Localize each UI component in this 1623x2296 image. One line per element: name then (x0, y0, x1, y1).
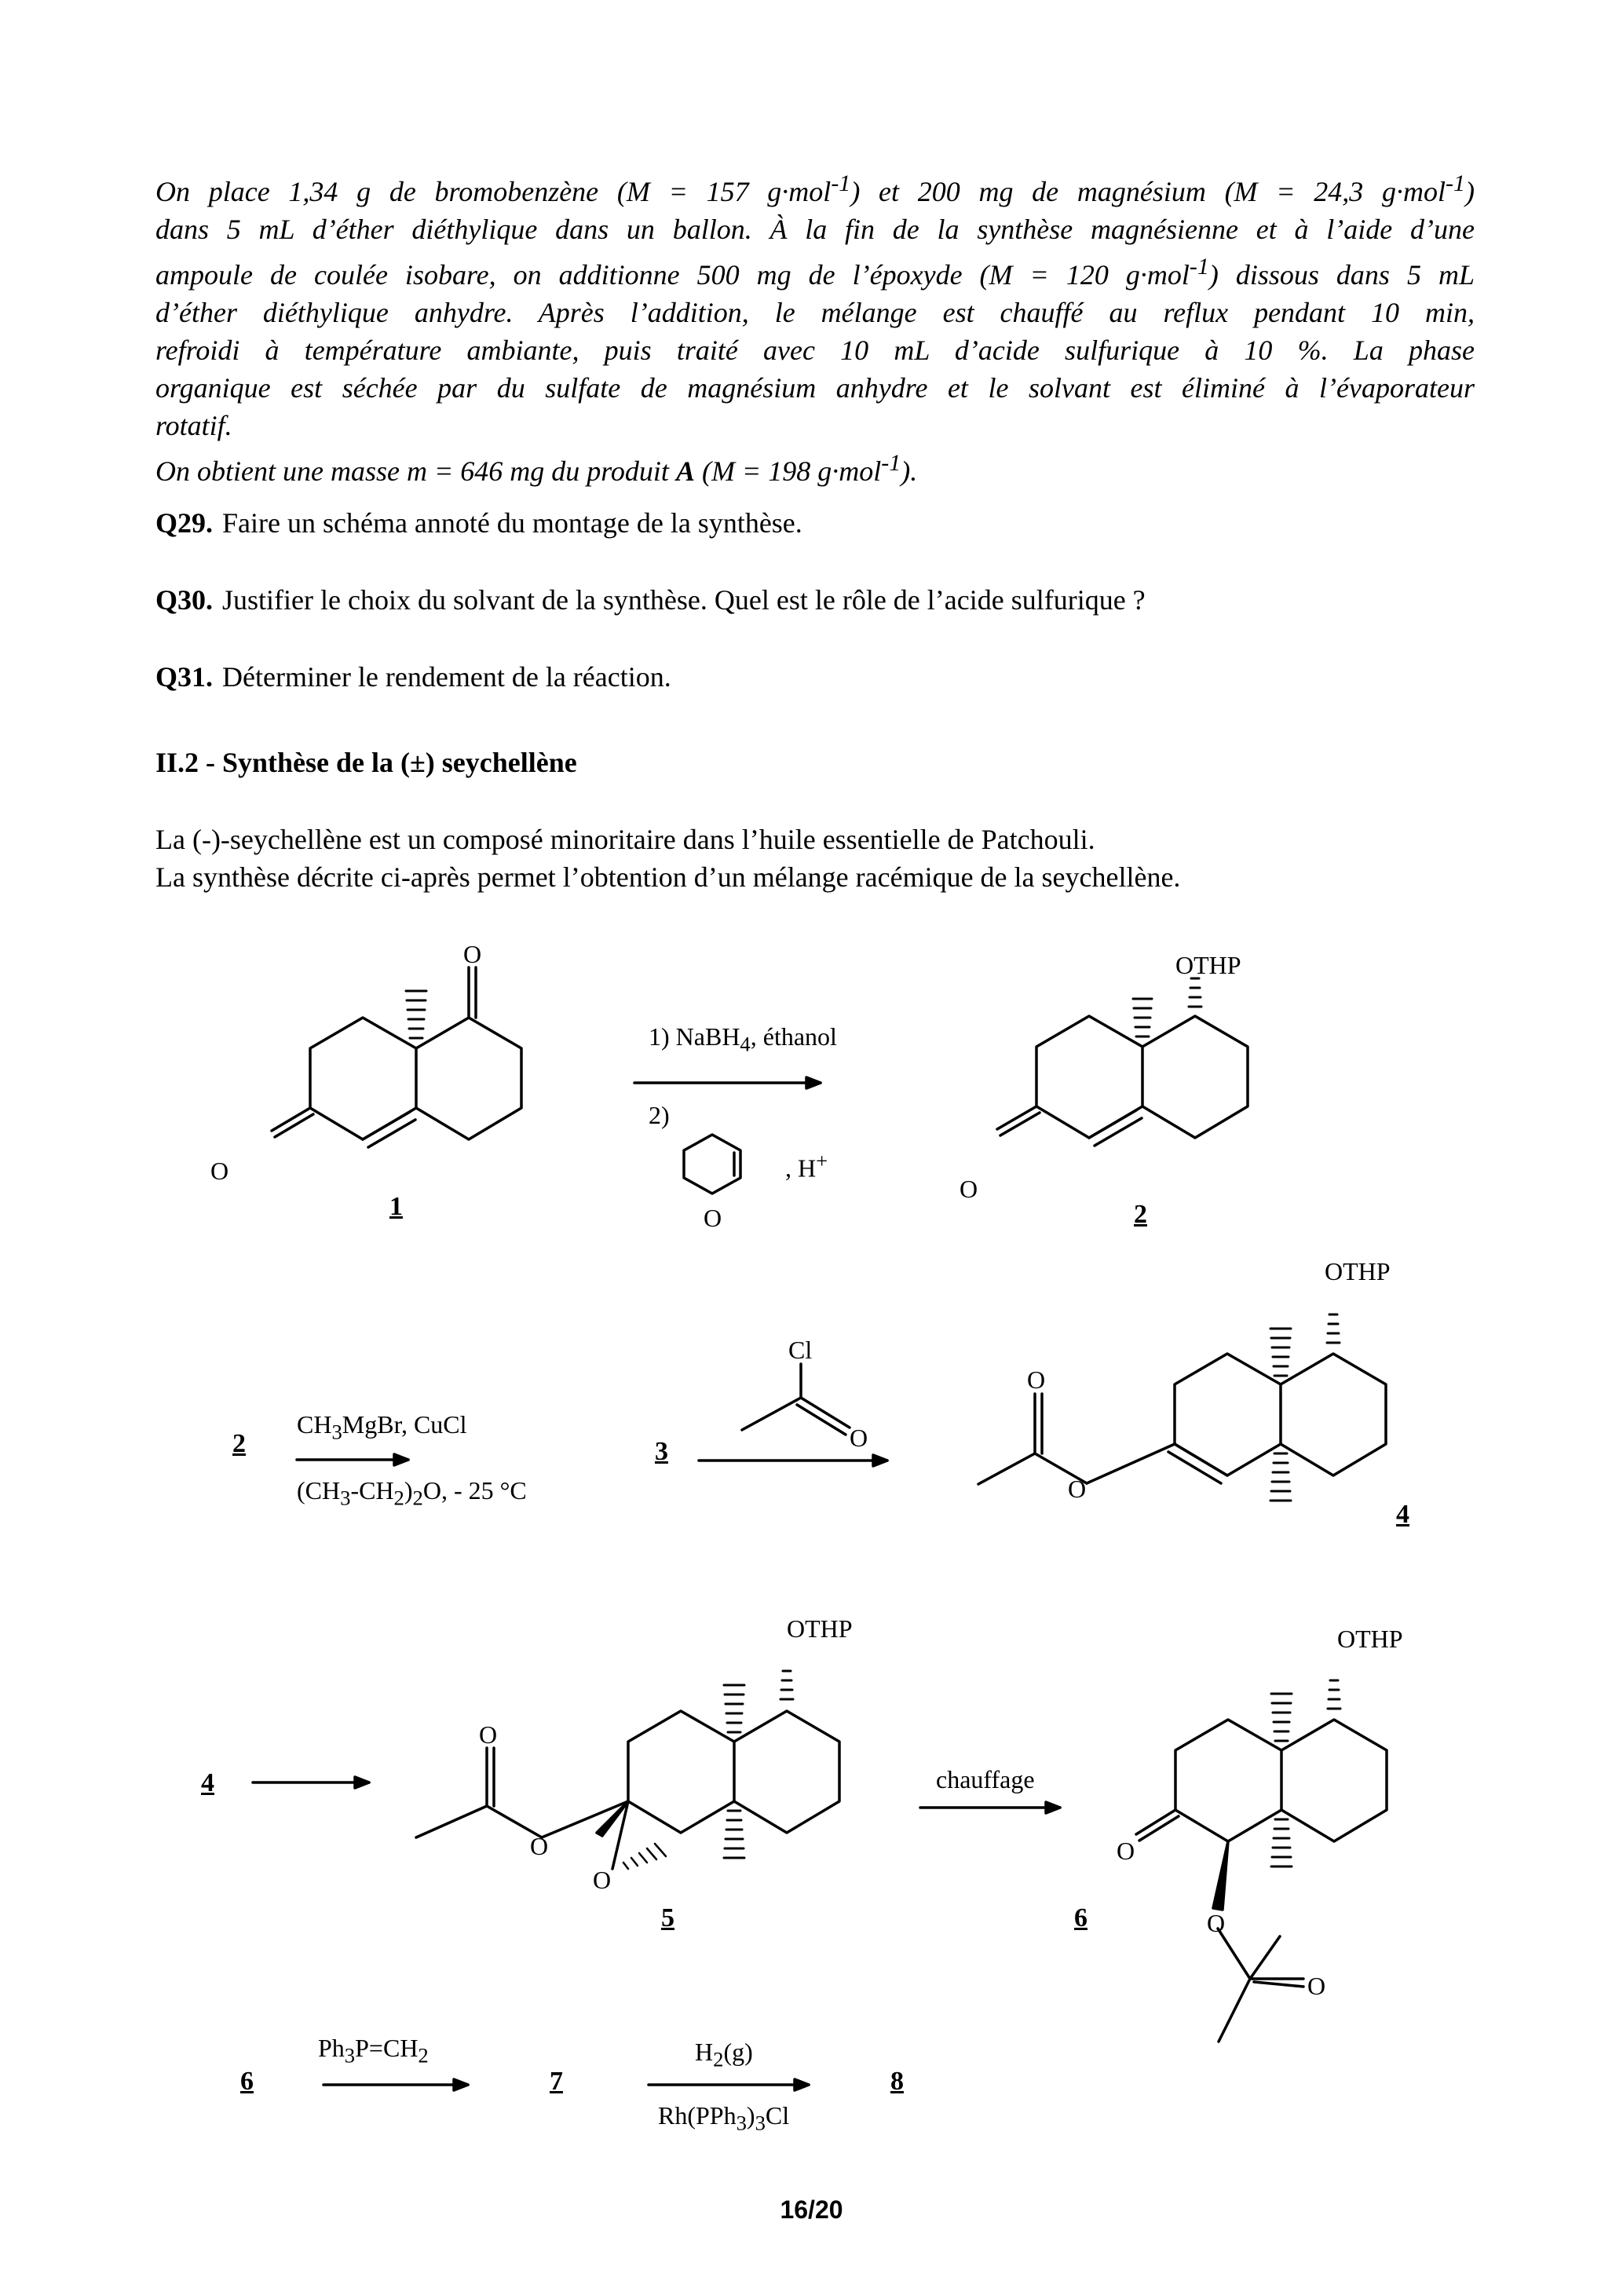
compound-number-5: 5 (661, 1903, 674, 1932)
structure-compound-4 (978, 1314, 1386, 1501)
compound-number-2: 2 (1134, 1200, 1147, 1229)
reagent-chauffage: chauffage (936, 1765, 1035, 1793)
compound-number-3: 3 (655, 1437, 668, 1466)
compound-number-6: 6 (240, 2067, 254, 2096)
section-title: II.2 - Synthèse de la (±) seychellène (155, 747, 577, 778)
intro-result: On obtient une masse m = 646 mg du produit A (M = 198 g·mol$^{-1}$). (155, 450, 918, 487)
reagent-step1-2: 2) (649, 1101, 670, 1129)
compound-number-7: 7 (550, 2067, 563, 2096)
intro-line-2: dans 5 mL d’éther diéthylique dans un ballon. À la fin de la synthèse magnésienne et à l’aide d’une (155, 214, 1475, 245)
atom-o: O (850, 1424, 868, 1452)
reagent-wilkinson: $Rh(PPh_3)_3Cl$ (658, 2101, 790, 2135)
atom-o: O (463, 940, 482, 968)
intro-line-4: d’éther diéthylique anhydre. Après l’addition, le mélange est chauffé au reflux pendant 10 min, (155, 297, 1475, 328)
atom-othp: OTHP (1325, 1257, 1391, 1285)
atom-o: O (1307, 1972, 1326, 2000)
compound-number-6: 6 (1074, 1903, 1087, 1932)
atom-o: O (1027, 1366, 1046, 1394)
atom-othp: OTHP (1175, 951, 1241, 979)
atom-o: O (960, 1175, 978, 1203)
atom-o: O (1207, 1909, 1226, 1937)
atom-o: O (593, 1866, 612, 1894)
structure-compound-2 (997, 978, 1248, 1146)
reagent-step1-1: 1) NaBH$_4$, éthanol (649, 1022, 837, 1056)
question-q29: Q29. Faire un schéma annoté du montage de la synthèse. (155, 507, 802, 539)
structure-compound-1 (272, 967, 521, 1147)
compound-number-8: 8 (890, 2067, 904, 2096)
structure-compound-6 (1136, 1680, 1387, 2042)
intro-line-3: ampoule de coulée isobare, on additionne 500 mg de l’époxyde (M = 120 g·mol$^{-1}$) dissous dans 5 mL (155, 254, 1475, 291)
intro-line-6: organique est séchée par du sulfate de magnésium anhydre et le solvant est éliminé à l’évaporateur (155, 372, 1475, 404)
acetyl-chloride-structure (742, 1364, 850, 1435)
structure-compound-5 (416, 1671, 839, 1869)
stereo-hash-1 (406, 991, 426, 1038)
atom-cl: Cl (788, 1336, 813, 1364)
intro-line-1: On place 1,34 g de bromobenzène (M = 157 g·mol$^{-1}$) et 200 mg de magnésium (M = 24,3 g·mol$^{-1}$) (155, 170, 1475, 207)
question-q31: Q31. Déterminer le rendement de la réaction. (155, 661, 671, 693)
reagent-step1-hplus: , H+ (785, 1149, 828, 1183)
question-q30: Q30. Justifier le choix du solvant de la synthèse. Quel est le rôle de l’acide sulfurique ? (155, 584, 1146, 616)
page-number: 16/20 (780, 2195, 843, 2224)
intro-line-7: rotatif. (155, 410, 232, 441)
compound-number-4: 4 (1396, 1500, 1409, 1529)
compound-number-1: 1 (389, 1192, 403, 1221)
dihydropyran-structure (684, 1135, 740, 1194)
atom-o: O (210, 1157, 229, 1185)
compound-number-4: 4 (201, 1768, 214, 1797)
atom-o: O (1068, 1475, 1087, 1503)
atom-o: O (530, 1832, 549, 1860)
intro-line-5: refroidi à température ambiante, puis traité avec 10 mL d’acide sulfurique à 10 %. La phase (155, 335, 1475, 366)
atom-o: O (1117, 1837, 1135, 1865)
atom-othp: OTHP (787, 1614, 853, 1643)
reagent-wittig: $Ph_3P=CH_2$ (318, 2034, 429, 2067)
section-paragraph-1: La (-)-seychellène est un composé minoritaire dans l’huile essentielle de Patchouli. (155, 824, 1095, 855)
reagent-step2-bottom: $(CH_3-CH_2)_2O$, - 25 °C (297, 1476, 527, 1510)
atom-o: O (479, 1720, 498, 1749)
atom-othp: OTHP (1337, 1625, 1403, 1653)
atom-o: O (704, 1204, 722, 1232)
reagent-step2-top: $CH_3MgBr$, CuCl (297, 1410, 467, 1444)
reagent-h2: $H_2(g)$ (695, 2038, 753, 2071)
section-paragraph-2: La synthèse décrite ci-après permet l’obtention d’un mélange racémique de la seychellène. (155, 861, 1181, 893)
compound-number-2: 2 (232, 1429, 246, 1458)
